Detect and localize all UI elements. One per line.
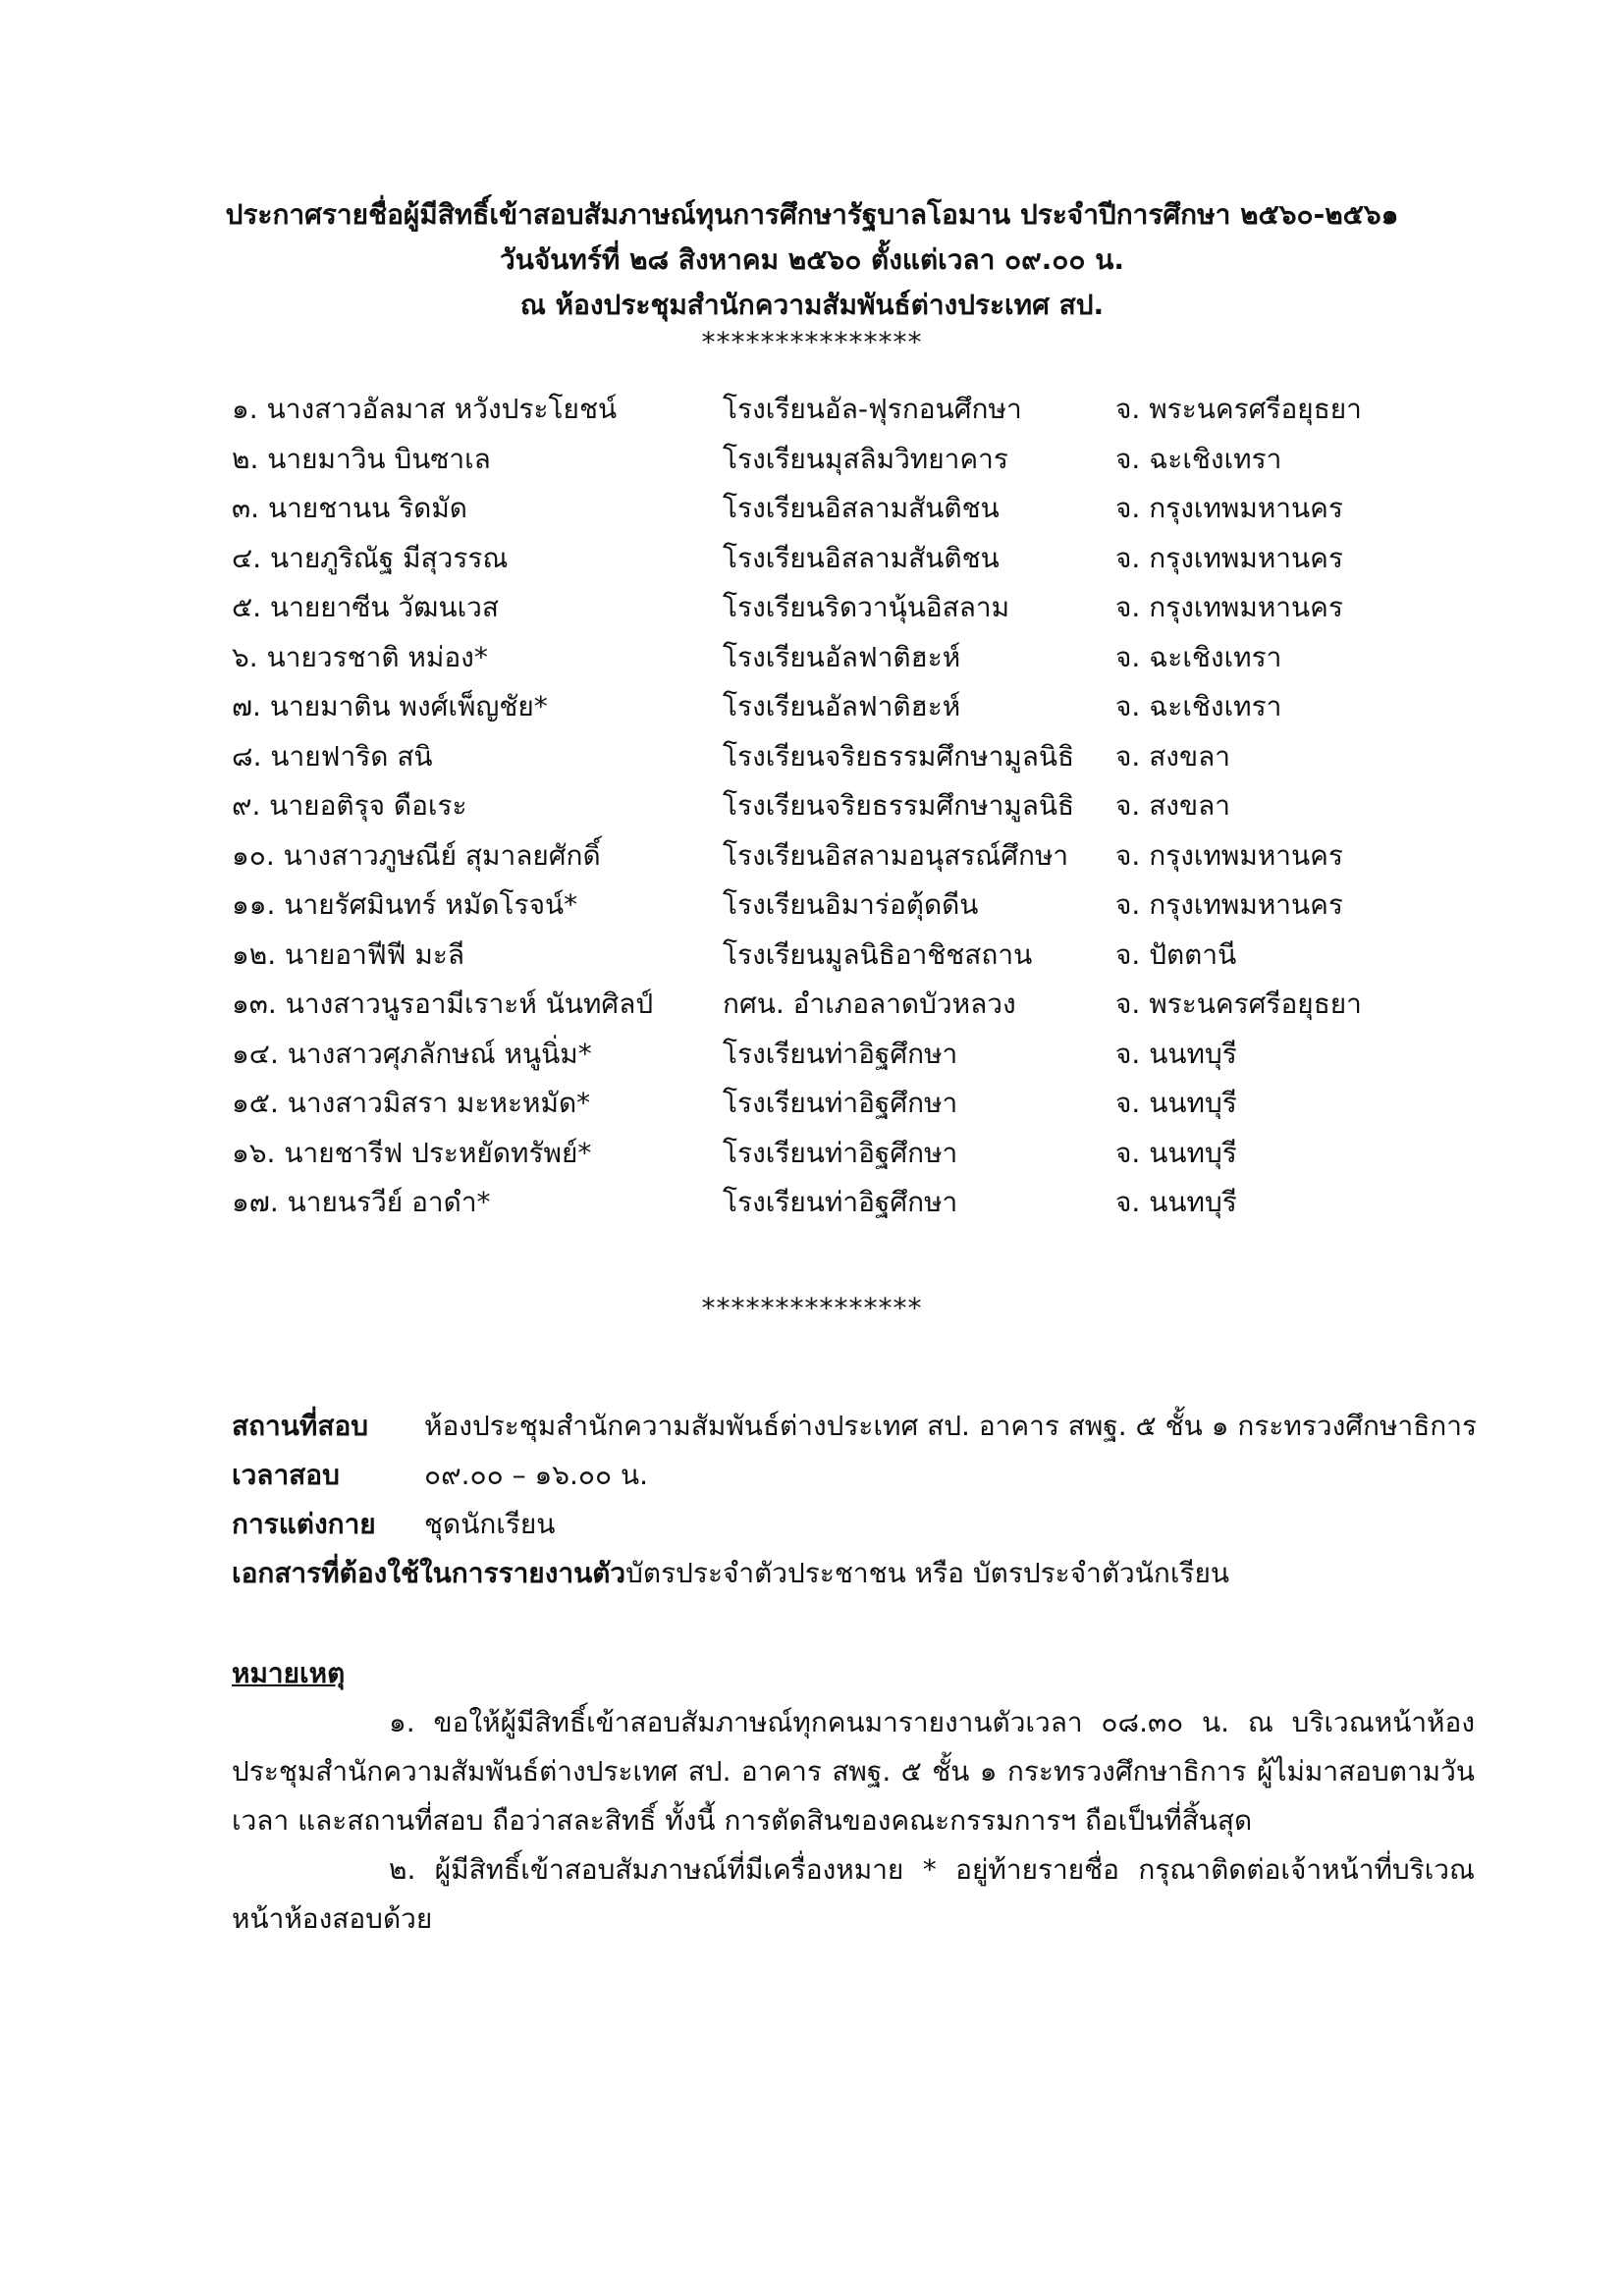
candidate-school: โรงเรียนอัล-ฟุรกอนศึกษา [723,393,1022,425]
announcement-header [196,192,1428,357]
candidate-school: โรงเรียนมูลนิธิอาชิชสถาน [723,937,1033,971]
candidate-province: จ. ฉะเชิงเทรา [1115,690,1282,722]
candidate-row [232,1178,1410,1228]
candidate-name: ๑๐. นางสาวภูษณีย์ สุมาลยศักดิ์ [232,838,601,872]
candidate-row [232,881,1410,931]
candidate-school: กศน. อำเภอลาดบัวหลวง [723,988,1016,1020]
venue-value: ห้องประชุมสำนักความสัมพันธ์ต่างประเทศ สป. อาคาร สพฐ. ๕ ชั้น ๑ กระทรวงศึกษาธิการ [424,1410,1477,1442]
announcement-title: ประกาศรายชื่อผู้มีสิทธิ์เข้าสอบสัมภาษณ์ทุนการศึกษารัฐบาลโอมาน ประจำปีการศึกษา ๒๕๖๐-๒๕๖๑ [225,198,1399,231]
candidate-row [232,831,1410,881]
candidate-row [232,732,1410,782]
venue-label: สถานที่สอบ [232,1410,369,1442]
candidate-province: จ. ปัตตานี [1115,937,1237,971]
candidate-province: จ. สงขลา [1115,789,1230,822]
candidate-province: จ. พระนครศรีอยุธยา [1115,988,1362,1020]
candidate-row [232,1030,1410,1080]
candidate-province: จ. นนทบุรี [1115,1087,1237,1119]
candidate-row [232,633,1410,683]
candidate-list [232,385,1410,1228]
candidate-row [232,1129,1410,1179]
candidate-province: จ. สงขลา [1115,739,1230,773]
candidate-province: จ. นนทบุรี [1115,1136,1237,1169]
candidate-school: โรงเรียนอิสลามสันติชน [723,492,1000,524]
candidate-school: โรงเรียนมุสลิมวิทยาคาร [723,442,1008,475]
candidate-school: โรงเรียนจริยธรรมศึกษามูลนิธิ [723,789,1075,822]
candidate-province: จ. กรุงเทพมหานคร [1115,888,1343,921]
candidate-row [232,1079,1410,1129]
candidate-school: โรงเรียนอัลฟาติฮะห์ [723,640,961,673]
announcement-date: วันจันทร์ที่ ๒๘ สิงหาคม ๒๕๖๐ ตั้งแต่เวลา ๐๙.๐๐ น. [499,243,1124,276]
candidate-name: ๑๗. นายนรวีย์ อาดำ* [232,1186,491,1218]
candidate-province: จ. กรุงเทพมหานคร [1115,492,1343,524]
candidate-name: ๑๔. นางสาวศุภลักษณ์ หนูนิ่ม* [232,1037,592,1070]
candidate-name: ๑๒. นายอาฟีฟี มะลี [232,937,465,971]
dress-row [232,1500,1508,1549]
candidate-school: โรงเรียนอัลฟาติฮะห์ [723,690,961,722]
candidate-name: ๖. นายวรชาติ หม่อง* [232,640,488,673]
candidate-name: ๔. นายภูริณัฐ มีสุวรรณ [232,541,509,574]
candidate-name: ๑๕. นางสาวมิสรา มะหะหมัด* [232,1087,591,1119]
time-label: เวลาสอบ [232,1459,340,1491]
documents-label: เอกสารที่ต้องใช้ในการรายงานตัว [232,1557,626,1589]
candidate-province: จ. กรุงเทพมหานคร [1115,591,1343,623]
candidate-province: จ. พระนครศรีอยุธยา [1115,393,1362,425]
candidate-row [232,931,1410,981]
exam-details [232,1402,1508,1598]
venue-row [232,1402,1508,1451]
time-value: ๐๙.๐๐ – ๑๖.๐๐ น. [424,1459,649,1491]
candidate-name: ๓. นายชานน ริดมัด [232,492,467,524]
candidate-row [232,980,1410,1030]
documents-row [232,1549,1508,1598]
candidate-name: ๒. นายมาวิน บินซาเล [232,442,491,475]
candidate-name: ๙. นายอติรุจ ดือเระ [232,789,467,822]
remarks-title: หมายเหตุ [232,1657,346,1689]
candidate-name: ๘. นายฟาริด สนิ [232,739,433,773]
candidate-row [232,385,1410,435]
candidate-name: ๑๑. นายรัศมินทร์ หมัดโรจน์* [232,888,578,921]
candidate-school: โรงเรียนอิสลามอนุสรณ์ศึกษา [723,838,1069,872]
dress-value: ชุดนักเรียน [424,1508,556,1540]
time-row [232,1451,1508,1500]
candidate-province: จ. ฉะเชิงเทรา [1115,442,1282,475]
candidate-school: โรงเรียนท่าอิฐศึกษา [723,1087,958,1119]
candidate-row [232,484,1410,534]
remark-item-1: ๑. ขอให้ผู้มีสิทธิ์เข้าสอบสัมภาษณ์ทุกคนมารายงานตัวเวลา ๐๘.๓๐ น. ณ บริเวณหน้าห้องประชุมสำนักความสัมพันธ์ต่างประเทศ สป. อาคาร สพฐ. ๕ ชั้น ๑ กระทรวงศึกษาธิการ ผู้ไม่มาสอบตามวันเวลา และสถานที่สอบ ถือว่าสละสิทธิ์ ทั้งนี้ การตัดสินของคณะกรรมการฯ ถือเป็นที่สิ้นสุด [232,1706,1475,1837]
candidate-name: ๑. นางสาวอัลมาส หวังประโยชน์ [232,393,618,425]
candidate-row [232,534,1410,584]
candidate-name: ๗. นายมาติน พงศ์เพ็ญชัย* [232,690,548,722]
stars-divider: *************** [701,1292,923,1324]
candidate-row [232,682,1410,732]
candidate-school: โรงเรียนอิสลามสันติชน [723,541,1000,574]
remarks-section [232,1649,1475,1944]
documents-value: บัตรประจำตัวประชาชน หรือ บัตรประจำตัวนักเรียน [625,1557,1229,1589]
candidate-province: จ. นนทบุรี [1115,1186,1237,1218]
candidate-name: ๕. นายยาซีน วัฒนเวส [232,591,499,623]
candidate-school: โรงเรียนอิมาร่อตุ้ดดีน [723,888,979,921]
candidate-school: โรงเรียนท่าอิฐศึกษา [723,1186,958,1218]
candidate-row [232,583,1410,633]
candidate-province: จ. นนทบุรี [1115,1037,1237,1070]
remark-item-2: ๒. ผู้มีสิทธิ์เข้าสอบสัมภาษณ์ที่มีเครื่องหมาย * อยู่ท้ายรายชื่อ กรุณาติดต่อเจ้าหน้าที่บริเวณหน้าห้องสอบด้วย [232,1853,1475,1935]
candidate-name: ๑๓. นางสาวนูรอามีเราะห์ นันทศิลป์ [232,988,654,1020]
header-stars-separator: *************** [701,326,923,358]
announcement-location: ณ ห้องประชุมสำนักความสัมพันธ์ต่างประเทศ สป. [519,289,1105,321]
dress-label: การแต่งกาย [232,1508,376,1540]
candidate-school: โรงเรียนท่าอิฐศึกษา [723,1136,958,1169]
candidate-school: โรงเรียนท่าอิฐศึกษา [723,1037,958,1070]
candidate-province: จ. ฉะเชิงเทรา [1115,640,1282,673]
candidate-row [232,435,1410,485]
candidate-school: โรงเรียนจริยธรรมศึกษามูลนิธิ [723,739,1075,773]
candidate-school: โรงเรียนริดวานุ้นอิสลาม [723,591,1010,623]
candidate-row [232,781,1410,831]
candidate-province: จ. กรุงเทพมหานคร [1115,541,1343,574]
candidate-province: จ. กรุงเทพมหานคร [1115,838,1343,872]
candidate-name: ๑๖. นายชารีฟ ประหยัดทรัพย์* [232,1136,592,1169]
